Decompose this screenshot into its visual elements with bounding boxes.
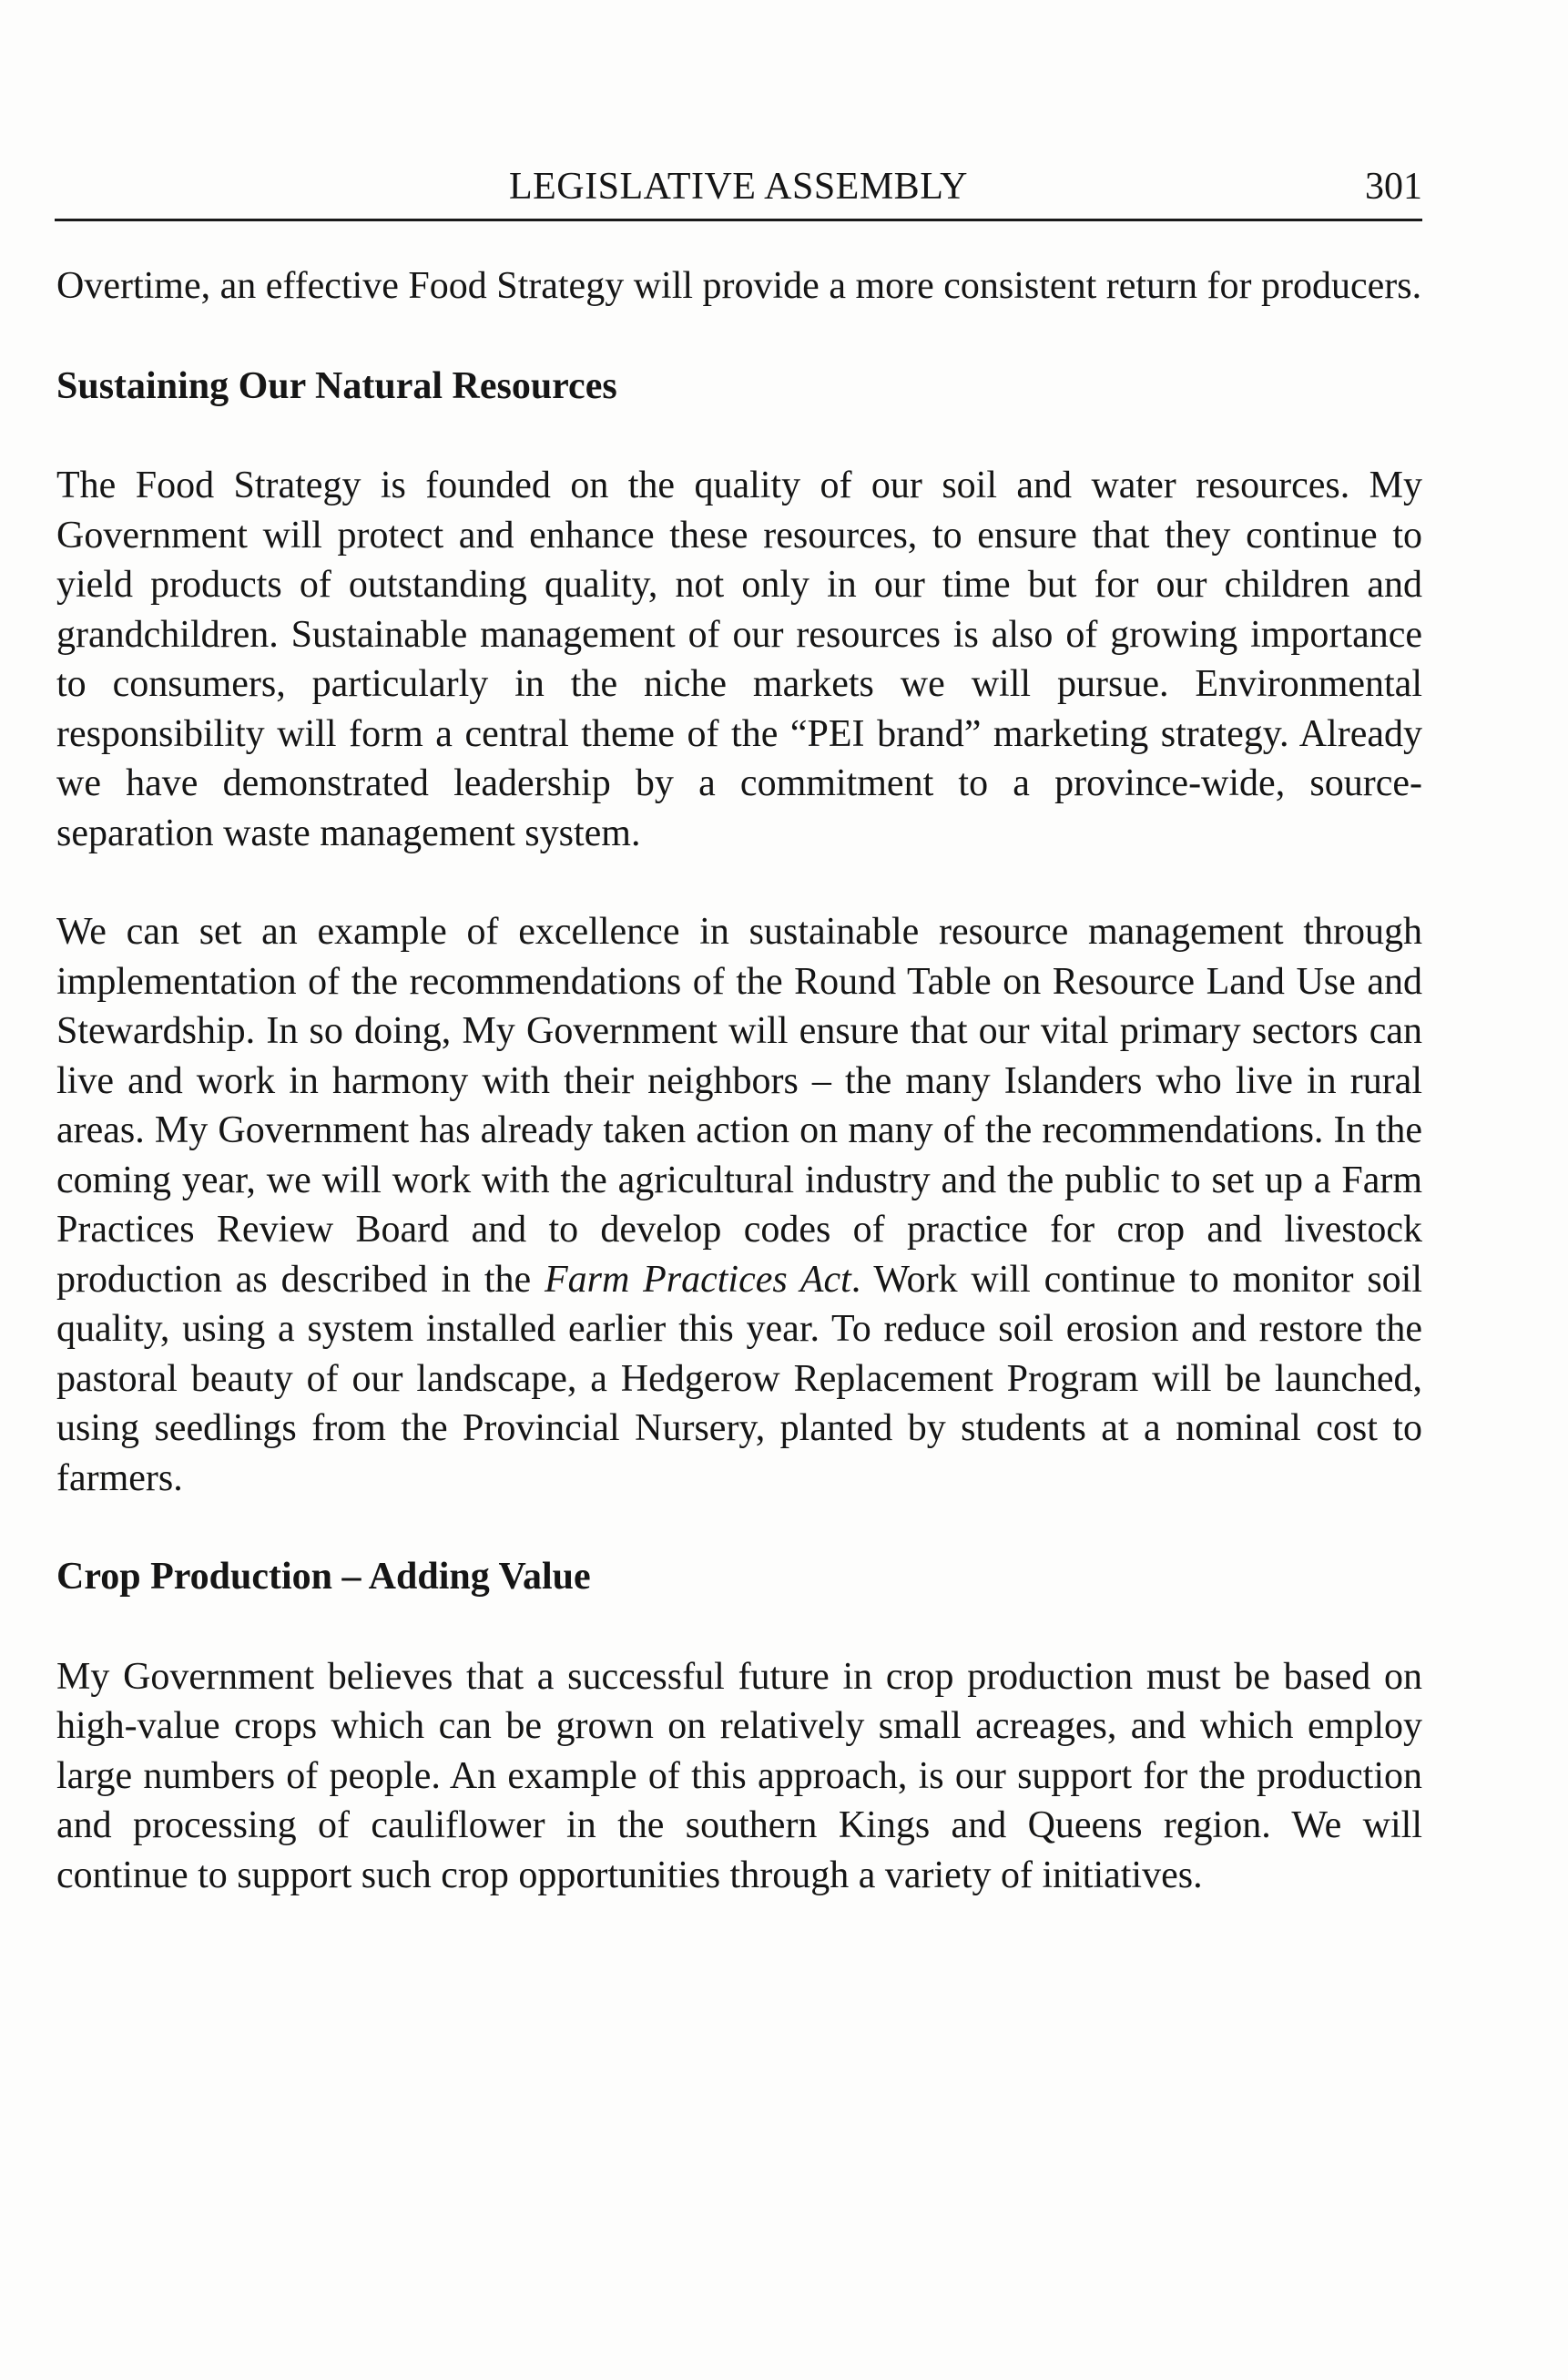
page-number: 301 bbox=[1365, 166, 1422, 208]
paragraph-text-segment: . Work will continue to monitor soil quality, using a system installed earlier this year. To reduce soil erosion and restore the pastoral beauty of our landscape, a Hedgerow Replacement Program will be launched, using seedlings from the Provincial Nursery, planted by students at a nominal cost to farmers. bbox=[56, 1258, 1423, 1499]
section-heading-crop-production: Crop Production – Adding Value bbox=[56, 1556, 591, 1598]
paragraph-natural-resources-1: The Food Strategy is founded on the quality of our soil and water resources. My Government will protect and enhance these resources, to ensure that they continue to yield products of outstanding quality, not only in our time but for our children and grandchildren. Sustainable management of our resources is also of growing importance to consumers, particularly in the niche markets we will pursue. Environmental responsibility will form a central theme of the “PEI brand” marketing strategy. Already we have demonstrated leadership by a commitment to a province-wide, source-separation waste management system. bbox=[56, 465, 1422, 854]
body-text bbox=[56, 261, 1422, 1900]
intro-paragraph: Overtime, an effective Food Strategy will provide a more consistent return for producers. bbox=[56, 265, 1422, 307]
act-title: Farm Practices Act bbox=[544, 1258, 851, 1301]
paragraph-text-segment: We can set an example of excellence in sustainable resource management through implementation of the recommendations of the Round Table on Resource Land Use and Stewardship. In so doing, My Government will ensure that our vital primary sectors can live and work in harmony with their neighbors – the many Islanders who live in rural areas. My Government has already taken action on many of the recommendations. In the coming year, we will work with the agricultural industry and the public to set up a Farm Practices Review Board and to develop codes of practice for crop and livestock production as described in the bbox=[56, 911, 1422, 1301]
paragraph-crop-production-1: My Government believes that a successful future in crop production must be based on high-value crops which can be grown on relatively small acreages, and which employ large numbers of people. An example of this approach, is our support for the production and processing of cauliflower in the southern Kings and Queens region. We will continue to support such crop opportunities through a variety of initiatives. bbox=[56, 1655, 1422, 1896]
header-rule bbox=[55, 219, 1422, 221]
running-title: LEGISLATIVE ASSEMBLY bbox=[509, 166, 968, 208]
paragraph-natural-resources-2 bbox=[56, 907, 1422, 1503]
section-heading-natural-resources: Sustaining Our Natural Resources bbox=[56, 364, 617, 407]
page-header bbox=[55, 164, 1422, 219]
